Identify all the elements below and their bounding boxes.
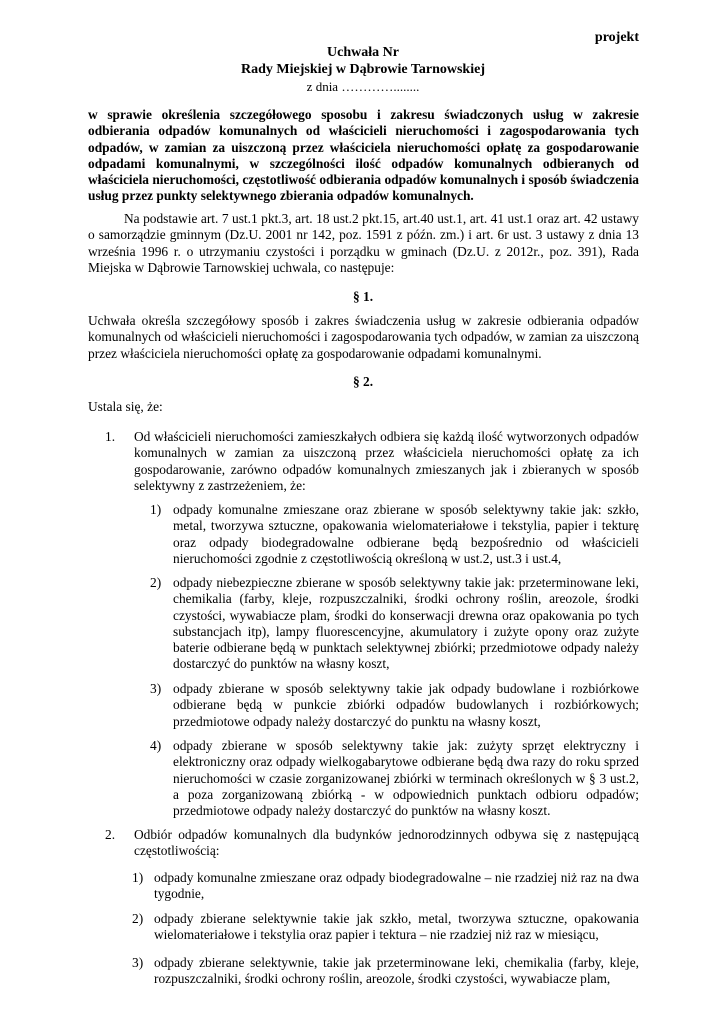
list-number: 1. (105, 429, 116, 444)
sublist-item-text: odpady niebezpieczne zbierane w sposób selektywny takie jak: przeterminowane leki, chemikalia (farby, kleje, rozpuszczalniki, środki ochrony roślin, areozole, środki czystości, wywabiacze plam, środki do konserwacji drewna oraz opakowania po tych substancjach itp), lampy fluorescencyjne, akumulatory i zużyte opony oraz zużyte baterie odbierane będą w punktach selektywnej zbiórki; przedmiotowe odpady należy dostarczyć do punktów na własny koszt, (173, 575, 639, 672)
sublist-number: 1) (132, 870, 144, 885)
resolution-subject: w sprawie określenia szczegółowego sposobu i zakresu świadczonych usług w zakresie odbierania odpadów komunalnych od właścicieli nieruchomości i zagospodarowania tych odpadów, w zamian za uiszczoną przez właściciela nieruchomości opłatę za gospodarowanie odpadami komunalnymi, w szczególności ilość odpadów komunalnych odbieranych od właściciela nieruchomości, częstotliwość odbierania odpadów komunalnych i sposób świadczenia usług przez punkty selektywnego zbierania odpadów komunalnych. (88, 107, 639, 204)
section-1-text: Uchwała określa szczegółowy sposób i zakres świadczenia usług w zakresie odbierania odpadów komunalnych od właścicieli nieruchomości i zagospodarowania tych odpadów, w zamian za uiszczoną przez właściciela nieruchomości opłatę za gospodarowanie odpadami komunalnymi. (88, 313, 639, 361)
section-1-heading: § 1. (352, 289, 374, 304)
sublist-item-text: odpady zbierane selektywnie, takie jak przeterminowane leki, chemikalia (farby, kleje, rozpuszczalniki, środki ochrony roślin, areozole, środki czystości, wywabiacze plam, (154, 955, 639, 987)
sublist-item-text: odpady zbierane w sposób selektywny takie jak: zużyty sprzęt elektryczny i elektroniczny oraz odpady wielkogabarytowe odbierane będą dwa razy do roku sprzed nieruchomości w czasie zorganizowanej zbiórki w terminach określonych w § 3 ust.2, a poza zorganizowaną zbiórką - w odpowiednich punktach odbioru odpadów; przedmiotowe odpady należy dostarczyć do punktów na własny koszt. (173, 738, 639, 819)
sublist-number: 2) (132, 911, 144, 926)
sublist-number: 4) (150, 738, 162, 753)
sublist-number: 3) (132, 955, 144, 970)
list-number: 2. (105, 827, 116, 842)
list-item-text: Odbiór odpadów komunalnych dla budynków jednorodzinnych odbywa się z następującą częstotliwością: (134, 827, 639, 859)
list-item-text: Od właścicieli nieruchomości zamieszkałych odbiera się każdą ilość wytworzonych odpadów komunalnych w zamian za uiszczoną przez właściciela nieruchomości opłatę za ich gospodarowanie, zarówno odpadów komunalnych zmieszanych jak i zbieranych w sposób selektywny z zastrzeżeniem, że: (134, 429, 639, 493)
legal-basis: Na podstawie art. 7 ust.1 pkt.3, art. 18 ust.2 pkt.15, art.40 ust.1, art. 41 ust.1 oraz art. 42 ustawy o samorządzie gminnym (Dz.U. 2001 nr 142, poz. 1591 z późn. zm.) i art. 6r ust. 3 ustawy z dnia 13 września 1996 r. o utrzymaniu czystości i porządku w gminach (Dz.U. z 2012r., poz. 391), Rada Miejska w Dąbrowie Tarnowskiej uchwala, co następuje: (88, 211, 639, 275)
sublist-item-text: odpady komunalne zmieszane oraz odpady biodegradowalne – nie rzadziej niż raz na dwa tygodnie, (154, 870, 639, 902)
projekt-label: projekt (594, 30, 639, 45)
date-line: z dnia …………........ (306, 79, 420, 94)
sublist-item-text: odpady zbierane selektywnie takie jak szkło, metal, tworzywa sztuczne, opakowania wielomateriałowe i tekstylia oraz papier i tektura – nie rzadziej niż raz w miesiącu, (154, 911, 639, 943)
section-2-intro: Ustala się, że: (88, 399, 163, 414)
sublist-item-text: odpady komunalne zmieszane oraz zbierane w sposób selektywny takie jak: szkło, metal, tworzywa sztuczne, opakowania wielomateriałowe i tekstylia, papier i tekturę oraz odpady biodegradowalne odbierane będą bezpośrednio od właścicieli nieruchomości zgodnie z częstotliwością określoną w ust.2, ust.3 i ust.4, (173, 502, 639, 566)
section-2-heading: § 2. (352, 374, 374, 389)
sublist-number: 3) (150, 681, 162, 696)
sublist-number: 1) (150, 502, 162, 517)
resolution-title: Uchwała Nr (327, 45, 399, 60)
sublist-number: 2) (150, 575, 162, 590)
sublist-item-text: odpady zbierane w sposób selektywny takie jak odpady budowlane i rozbiórkowe odbierane będą w punkcie zbiórki odpadów budowlanych i rozbiórkowych; przedmiotowe odpady należy dostarczyć do punktu na własny koszt, (173, 681, 639, 729)
council-name: Rady Miejskiej w Dąbrowie Tarnowskiej (241, 62, 485, 77)
